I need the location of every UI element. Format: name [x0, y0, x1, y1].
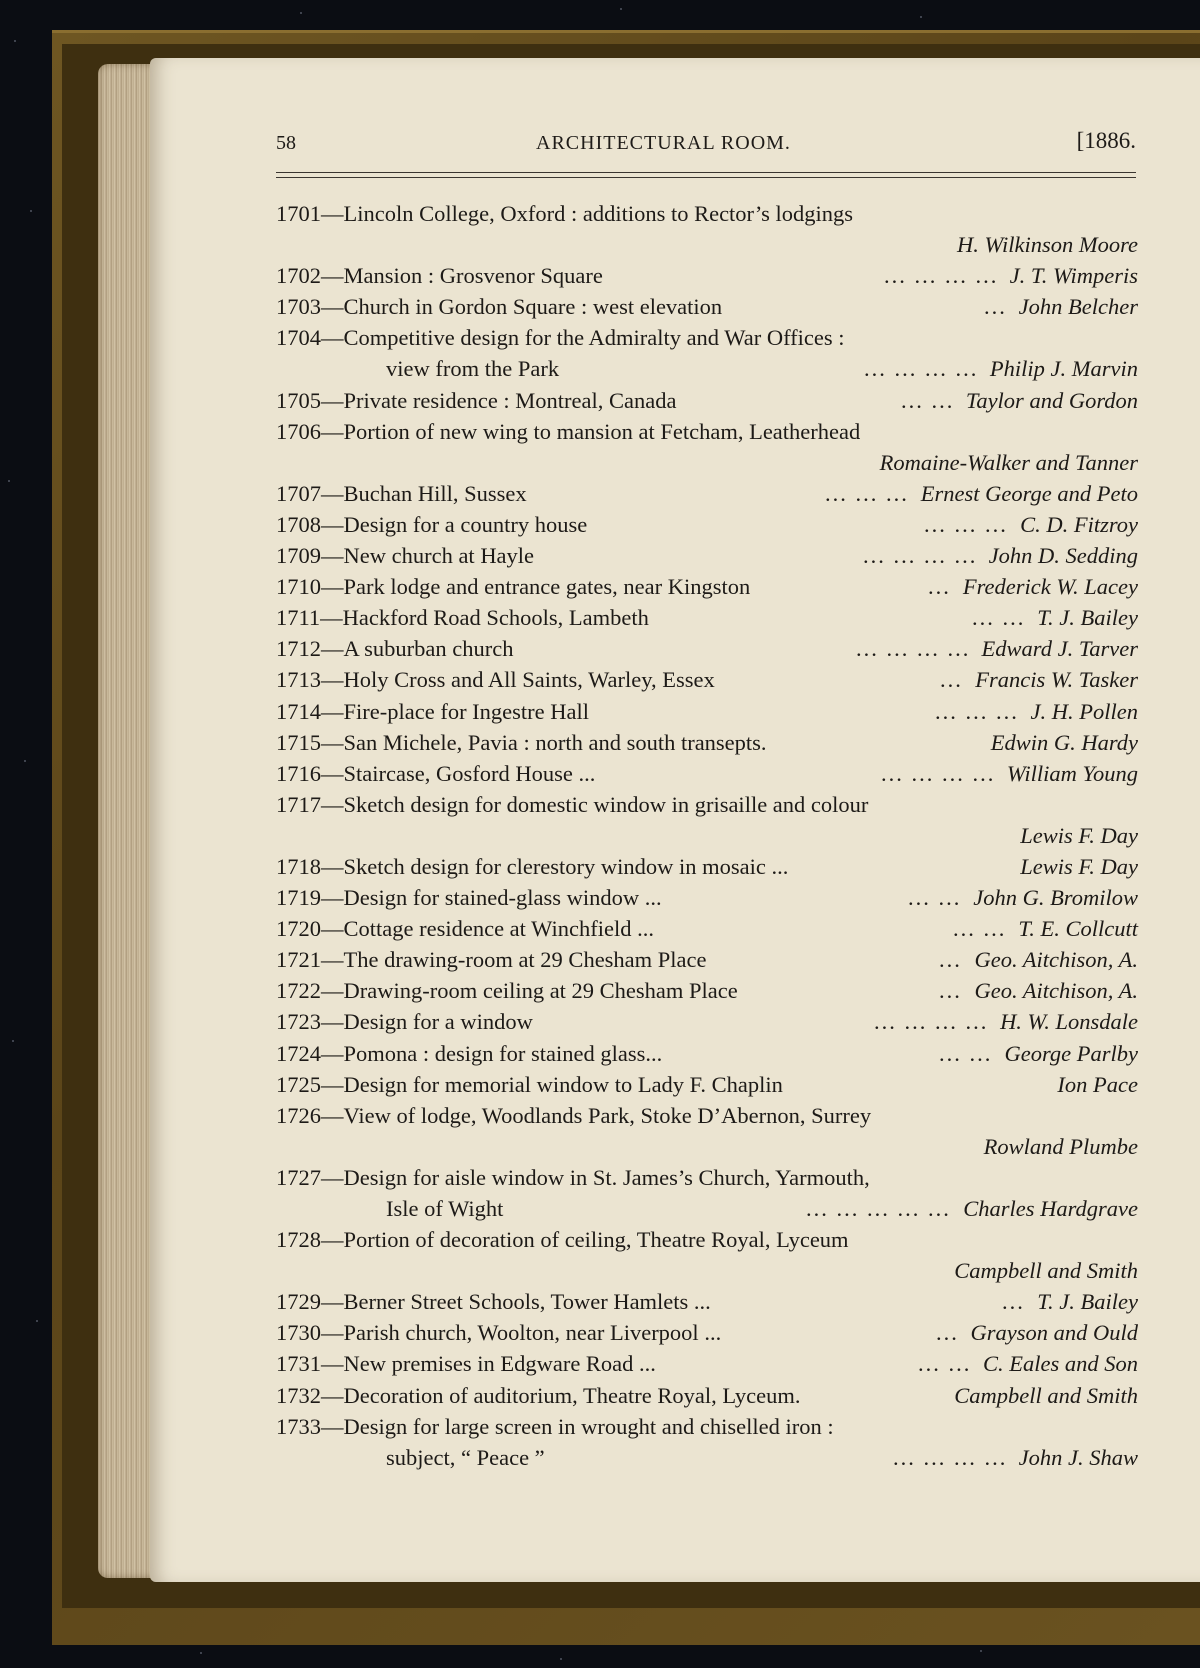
entry-title: 1702—Mansion : Grosvenor Square	[276, 263, 603, 289]
entry-line	[276, 664, 1138, 695]
entry-line	[276, 447, 1138, 478]
leader-dots: ...	[928, 574, 951, 600]
catalogue-entry	[276, 696, 1138, 727]
entry-title: 1720—Cottage residence at Winchfield ...	[276, 916, 654, 942]
entry-line	[276, 727, 1138, 758]
catalogue-entry	[276, 633, 1138, 664]
catalogue-entry	[276, 1411, 1138, 1473]
entry-line	[276, 229, 1138, 260]
entry-architect: Frederick W. Lacey	[962, 574, 1138, 600]
catalogue-entry	[276, 789, 1138, 851]
entry-line	[276, 478, 1138, 509]
entry-architect: J. T. Wimperis	[1009, 263, 1138, 289]
entry-title: 1715—San Michele, Pavia : north and south transepts.	[276, 729, 767, 755]
entry-line	[276, 540, 1138, 571]
entry-line	[276, 1411, 1138, 1442]
entry-architect: Campbell and Smith	[954, 1258, 1138, 1284]
entry-architect: C. D. Fitzroy	[1020, 511, 1138, 537]
entry-title-continuation: view from the Park	[386, 356, 560, 382]
entry-title: 1726—View of lodge, Woodlands Park, Stoke D’Abernon, Surrey	[276, 1102, 872, 1128]
entry-line	[276, 602, 1138, 633]
entry-line	[276, 696, 1138, 727]
leader-dots: ...	[984, 294, 1007, 320]
leader-dots: ... ... ...	[825, 480, 909, 506]
entry-title: 1719—Design for stained-glass window ...	[276, 885, 662, 911]
entry-title: 1724—Pomona : design for stained glass...	[276, 1040, 663, 1066]
entry-line	[276, 509, 1138, 540]
entry-line	[276, 1380, 1138, 1411]
entry-title: 1709—New church at Hayle	[276, 543, 535, 569]
catalogue-entry	[276, 571, 1138, 602]
catalogue-entry	[276, 1224, 1138, 1286]
catalogue-entry	[276, 1348, 1138, 1379]
entry-architect: Rowland Plumbe	[983, 1133, 1138, 1159]
catalogue-entry	[276, 198, 1138, 260]
entry-architect: Lewis F. Day	[1020, 822, 1138, 848]
catalogue-entry	[276, 913, 1138, 944]
entry-architect: William Young	[1006, 760, 1138, 786]
entry-line	[276, 789, 1138, 820]
entry-line	[276, 416, 1138, 447]
entry-line	[276, 1131, 1138, 1162]
entry-architect: Romaine-Walker and Tanner	[879, 449, 1138, 475]
leader-dots: ... ... ... ...	[893, 1444, 1008, 1470]
catalogue-entry	[276, 758, 1138, 789]
entry-title: 1733—Design for large screen in wrought and chiselled iron :	[276, 1413, 834, 1439]
catalogue-entries	[276, 198, 1138, 1473]
entry-title: 1723—Design for a window	[276, 1009, 533, 1035]
catalogue-entry	[276, 882, 1138, 913]
entry-line	[276, 851, 1138, 882]
catalogue-entry	[276, 416, 1138, 478]
leader-dots: ... ... ... ...	[881, 760, 996, 786]
leader-dots: ... ...	[953, 916, 1007, 942]
entry-line	[276, 198, 1138, 229]
entry-architect: Francis W. Tasker	[975, 667, 1138, 693]
entry-architect: C. Eales and Son	[983, 1351, 1138, 1377]
entry-line	[276, 1100, 1138, 1131]
entry-line	[276, 291, 1138, 322]
leader-dots: ... ... ... ...	[864, 356, 979, 382]
entry-line	[276, 571, 1138, 602]
running-head	[276, 128, 1136, 168]
entry-title: 1701—Lincoln College, Oxford : additions to Rector’s lodgings	[276, 201, 854, 226]
catalogue-entry	[276, 291, 1138, 322]
catalogue-entry	[276, 727, 1138, 758]
entry-line	[276, 1162, 1138, 1193]
entry-title: 1706—Portion of new wing to mansion at Fetcham, Leatherhead	[276, 418, 861, 444]
entry-title: 1728—Portion of decoration of ceiling, Theatre Royal, Lyceum	[276, 1227, 849, 1253]
leader-dots: ...	[936, 1320, 959, 1346]
entry-line	[276, 1224, 1138, 1255]
leader-dots: ... ... ... ...	[874, 1009, 989, 1035]
entry-line	[276, 353, 1138, 384]
leader-dots: ...	[939, 978, 962, 1004]
leader-dots: ... ...	[972, 605, 1026, 631]
running-title: ARCHITECTURAL ROOM.	[536, 132, 791, 154]
running-year: [1886.	[1076, 128, 1136, 153]
entry-title: 1705—Private residence : Montreal, Canada	[276, 387, 677, 413]
catalogue-entry	[276, 1162, 1138, 1224]
leader-dots: ... ...	[939, 1040, 993, 1066]
leader-dots: ... ... ... ... ...	[806, 1196, 951, 1221]
catalogue-entry	[276, 1069, 1138, 1100]
leader-dots: ... ...	[918, 1351, 972, 1377]
leader-dots: ... ... ...	[924, 511, 1008, 537]
catalogue-entry	[276, 602, 1138, 633]
entry-line	[276, 1255, 1138, 1286]
catalogue-entry	[276, 944, 1138, 975]
leader-dots: ... ...	[908, 885, 962, 911]
entry-architect: Campbell and Smith	[954, 1382, 1138, 1408]
catalogue-entry	[276, 851, 1138, 882]
leader-dots: ... ... ...	[935, 698, 1019, 724]
entry-title: 1713—Holy Cross and All Saints, Warley, Essex	[276, 667, 715, 693]
entry-architect: Ion Pace	[1057, 1071, 1138, 1097]
entry-architect: George Parlby	[1004, 1040, 1138, 1066]
entry-architect: John D. Sedding	[988, 543, 1138, 569]
entry-title: 1721—The drawing-room at 29 Chesham Place	[276, 947, 707, 973]
entry-architect: T. J. Bailey	[1037, 1289, 1138, 1315]
entry-line	[276, 1348, 1138, 1379]
entry-architect: Grayson and Ould	[970, 1320, 1138, 1346]
entry-title: 1717—Sketch design for domestic window in grisaille and colour	[276, 791, 869, 817]
entry-title: 1708—Design for a country house	[276, 511, 588, 537]
entry-title: 1711—Hackford Road Schools, Lambeth	[276, 605, 649, 631]
catalogue-entry	[276, 385, 1138, 416]
catalogue-entry	[276, 540, 1138, 571]
entry-architect: H. W. Lonsdale	[1000, 1009, 1138, 1035]
entry-architect: Ernest George and Peto	[920, 480, 1138, 506]
entry-line	[276, 385, 1138, 416]
entry-title: 1712—A suburban church	[276, 636, 514, 662]
entry-line	[276, 758, 1138, 789]
leader-dots: ... ...	[901, 387, 955, 413]
entry-title: 1727—Design for aisle window in St. James’s Church, Yarmouth,	[276, 1164, 870, 1190]
entry-title: 1714—Fire-place for Ingestre Hall	[276, 698, 590, 724]
leader-dots: ...	[940, 667, 963, 693]
entry-title: 1716—Staircase, Gosford House ...	[276, 760, 596, 786]
entry-title: 1710—Park lodge and entrance gates, near Kingston	[276, 574, 751, 600]
catalogue-entry	[276, 478, 1138, 509]
entry-line	[276, 913, 1138, 944]
catalogue-entry	[276, 1286, 1138, 1317]
entry-title: 1730—Parish church, Woolton, near Liverpool ...	[276, 1320, 722, 1346]
catalogue-entry	[276, 1317, 1138, 1348]
leader-dots: ... ... ... ...	[863, 543, 978, 569]
catalogue-entry	[276, 1380, 1138, 1411]
entry-title-continuation: Isle of Wight	[386, 1196, 504, 1221]
entry-architect: John G. Bromilow	[973, 885, 1138, 911]
leader-dots: ... ... ... ...	[856, 636, 971, 662]
catalogue-entry	[276, 509, 1138, 540]
entry-architect: J. H. Pollen	[1030, 698, 1138, 724]
entry-architect: Philip J. Marvin	[989, 356, 1138, 382]
entry-line	[276, 882, 1138, 913]
catalogue-entry	[276, 1100, 1138, 1162]
entry-architect: Geo. Aitchison, A.	[974, 978, 1138, 1004]
entry-architect: Charles Hardgrave	[963, 1196, 1138, 1221]
leader-dots: ... ... ... ...	[884, 263, 999, 289]
entry-architect: T. J. Bailey	[1037, 605, 1138, 631]
entry-line	[276, 1193, 1138, 1224]
entry-title: 1731—New premises in Edgware Road ...	[276, 1351, 656, 1377]
catalogue-entry	[276, 1006, 1138, 1037]
entry-line	[276, 1006, 1138, 1037]
entry-line	[276, 1286, 1138, 1317]
leader-dots: ...	[1002, 1289, 1025, 1315]
entry-title: 1732—Decoration of auditorium, Theatre Royal, Lyceum.	[276, 1382, 801, 1408]
entry-title: 1704—Competitive design for the Admiralty and War Offices :	[276, 325, 845, 351]
entry-line	[276, 1317, 1138, 1348]
entry-title: 1703—Church in Gordon Square : west elevation	[276, 294, 723, 320]
entry-line	[276, 1069, 1138, 1100]
page-number: 58	[276, 132, 296, 154]
leader-dots: ...	[939, 947, 962, 973]
entry-line	[276, 633, 1138, 664]
header-rule	[276, 172, 1136, 178]
entry-title: 1707—Buchan Hill, Sussex	[276, 480, 527, 506]
catalogue-entry	[276, 322, 1138, 384]
entry-title: 1725—Design for memorial window to Lady F. Chaplin	[276, 1071, 783, 1097]
catalogue-entry	[276, 260, 1138, 291]
entry-line	[276, 1038, 1138, 1069]
entry-architect: John J. Shaw	[1018, 1444, 1138, 1470]
entry-title: 1722—Drawing-room ceiling at 29 Chesham Place	[276, 978, 738, 1004]
entry-line	[276, 975, 1138, 1006]
entry-architect: Edward J. Tarver	[981, 636, 1138, 662]
catalogue-entry	[276, 1038, 1138, 1069]
page-edges	[98, 64, 156, 1578]
entry-title: 1718—Sketch design for clerestory window in mosaic ...	[276, 853, 789, 879]
entry-line	[276, 1442, 1138, 1473]
entry-title-continuation: subject, “ Peace ”	[386, 1444, 545, 1470]
entry-title: 1729—Berner Street Schools, Tower Hamlets ...	[276, 1289, 711, 1315]
entry-architect: T. E. Collcutt	[1018, 916, 1138, 942]
entry-architect: Edwin G. Hardy	[990, 729, 1138, 755]
entry-line	[276, 820, 1138, 851]
entry-architect: Taylor and Gordon	[965, 387, 1138, 413]
entry-architect: Lewis F. Day	[1020, 853, 1138, 879]
catalogue-entry	[276, 975, 1138, 1006]
catalogue-entry	[276, 664, 1138, 695]
entry-line	[276, 260, 1138, 291]
entry-line	[276, 944, 1138, 975]
entry-architect: H. Wilkinson Moore	[956, 232, 1138, 258]
entry-architect: John Belcher	[1018, 294, 1138, 320]
entry-line	[276, 322, 1138, 353]
entry-architect: Geo. Aitchison, A.	[974, 947, 1138, 973]
